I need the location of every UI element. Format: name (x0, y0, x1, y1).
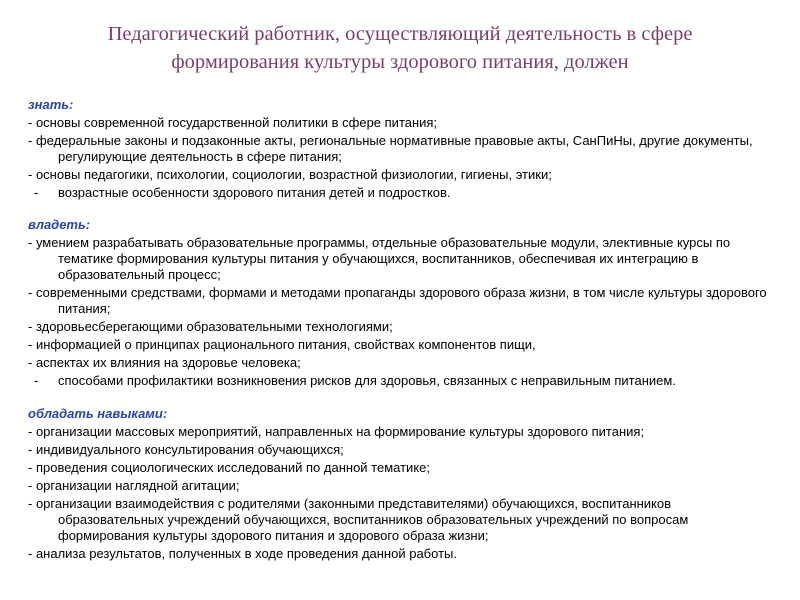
slide-body (28, 97, 780, 564)
list-item: - умением разрабатывать образовательные программы, отдельные образовательные модули, элективные курсы по тематике формирования культуры питания у обучающихся, воспитанников, обеспечивая их интеграцию в образовательный процесс; (28, 235, 731, 282)
list-skills (28, 424, 780, 562)
list-item-text: способами профилактики возникновения рисков для здоровья, связанных с неправильным питанием. (58, 373, 676, 388)
list-know (28, 115, 780, 201)
list-item: - анализа результатов, полученных в ходе проведения данной работы. (28, 546, 457, 561)
list-item: - здоровьесберегающими образовательными технологиями; (28, 319, 393, 334)
list-item: - организации массовых мероприятий, направленных на формирование культуры здорового питания; (28, 424, 645, 439)
list-item-bulleted (28, 373, 780, 389)
list-item: - современными средствами, формами и методами пропаганды здорового образа жизни, в том числе культуры здорового питания; (28, 285, 767, 316)
title-line-2: формирования культуры здорового питания, должен (171, 51, 629, 73)
list-item: - основы современной государственной политики в сфере питания; (28, 115, 438, 130)
list-item: - организации наглядной агитации; (28, 478, 240, 493)
bullet-marker: - (34, 373, 39, 388)
section-master (28, 217, 780, 389)
list-master (28, 235, 780, 389)
list-item: - федеральные законы и подзаконные акты, региональные нормативные правовые акты, СанПиНы, другие документы, регулирующие деятельность в сфере питания; (28, 133, 753, 164)
title-line-1: Педагогический работник, осуществляющий деятельность в сфере (107, 23, 693, 45)
list-item-bulleted (28, 185, 780, 201)
list-item: - организации взаимодействия с родителями (законными представителями) обучающихся, воспитанников образовательных учреждений обучающихся, воспитанников образовательных учреждений по вопросам формирования культуры здорового питания и здорового образа жизни; (28, 496, 689, 543)
list-item: - основы педагогики, психологии, социологии, возрастной физиологии, гигиены, этики; (28, 167, 552, 182)
bullet-marker: - (34, 185, 39, 200)
section-know (28, 97, 780, 201)
section-skills (28, 406, 780, 562)
section-heading-master: владеть: (28, 217, 91, 232)
slide-title (60, 20, 740, 76)
list-item: - индивидуального консультирования обучающихся; (28, 442, 344, 457)
list-item-text: возрастные особенности здорового питания детей и подростков. (58, 185, 451, 200)
list-item: - аспектах их влияния на здоровье человека; (28, 355, 301, 370)
list-item: - проведения социологических исследований по данной тематике; (28, 460, 430, 475)
section-heading-skills: обладать навыками: (28, 406, 168, 421)
section-heading-know: знать: (28, 97, 74, 112)
list-item: - информацией о принципах рационального питания, свойствах компонентов пищи, (28, 337, 536, 352)
